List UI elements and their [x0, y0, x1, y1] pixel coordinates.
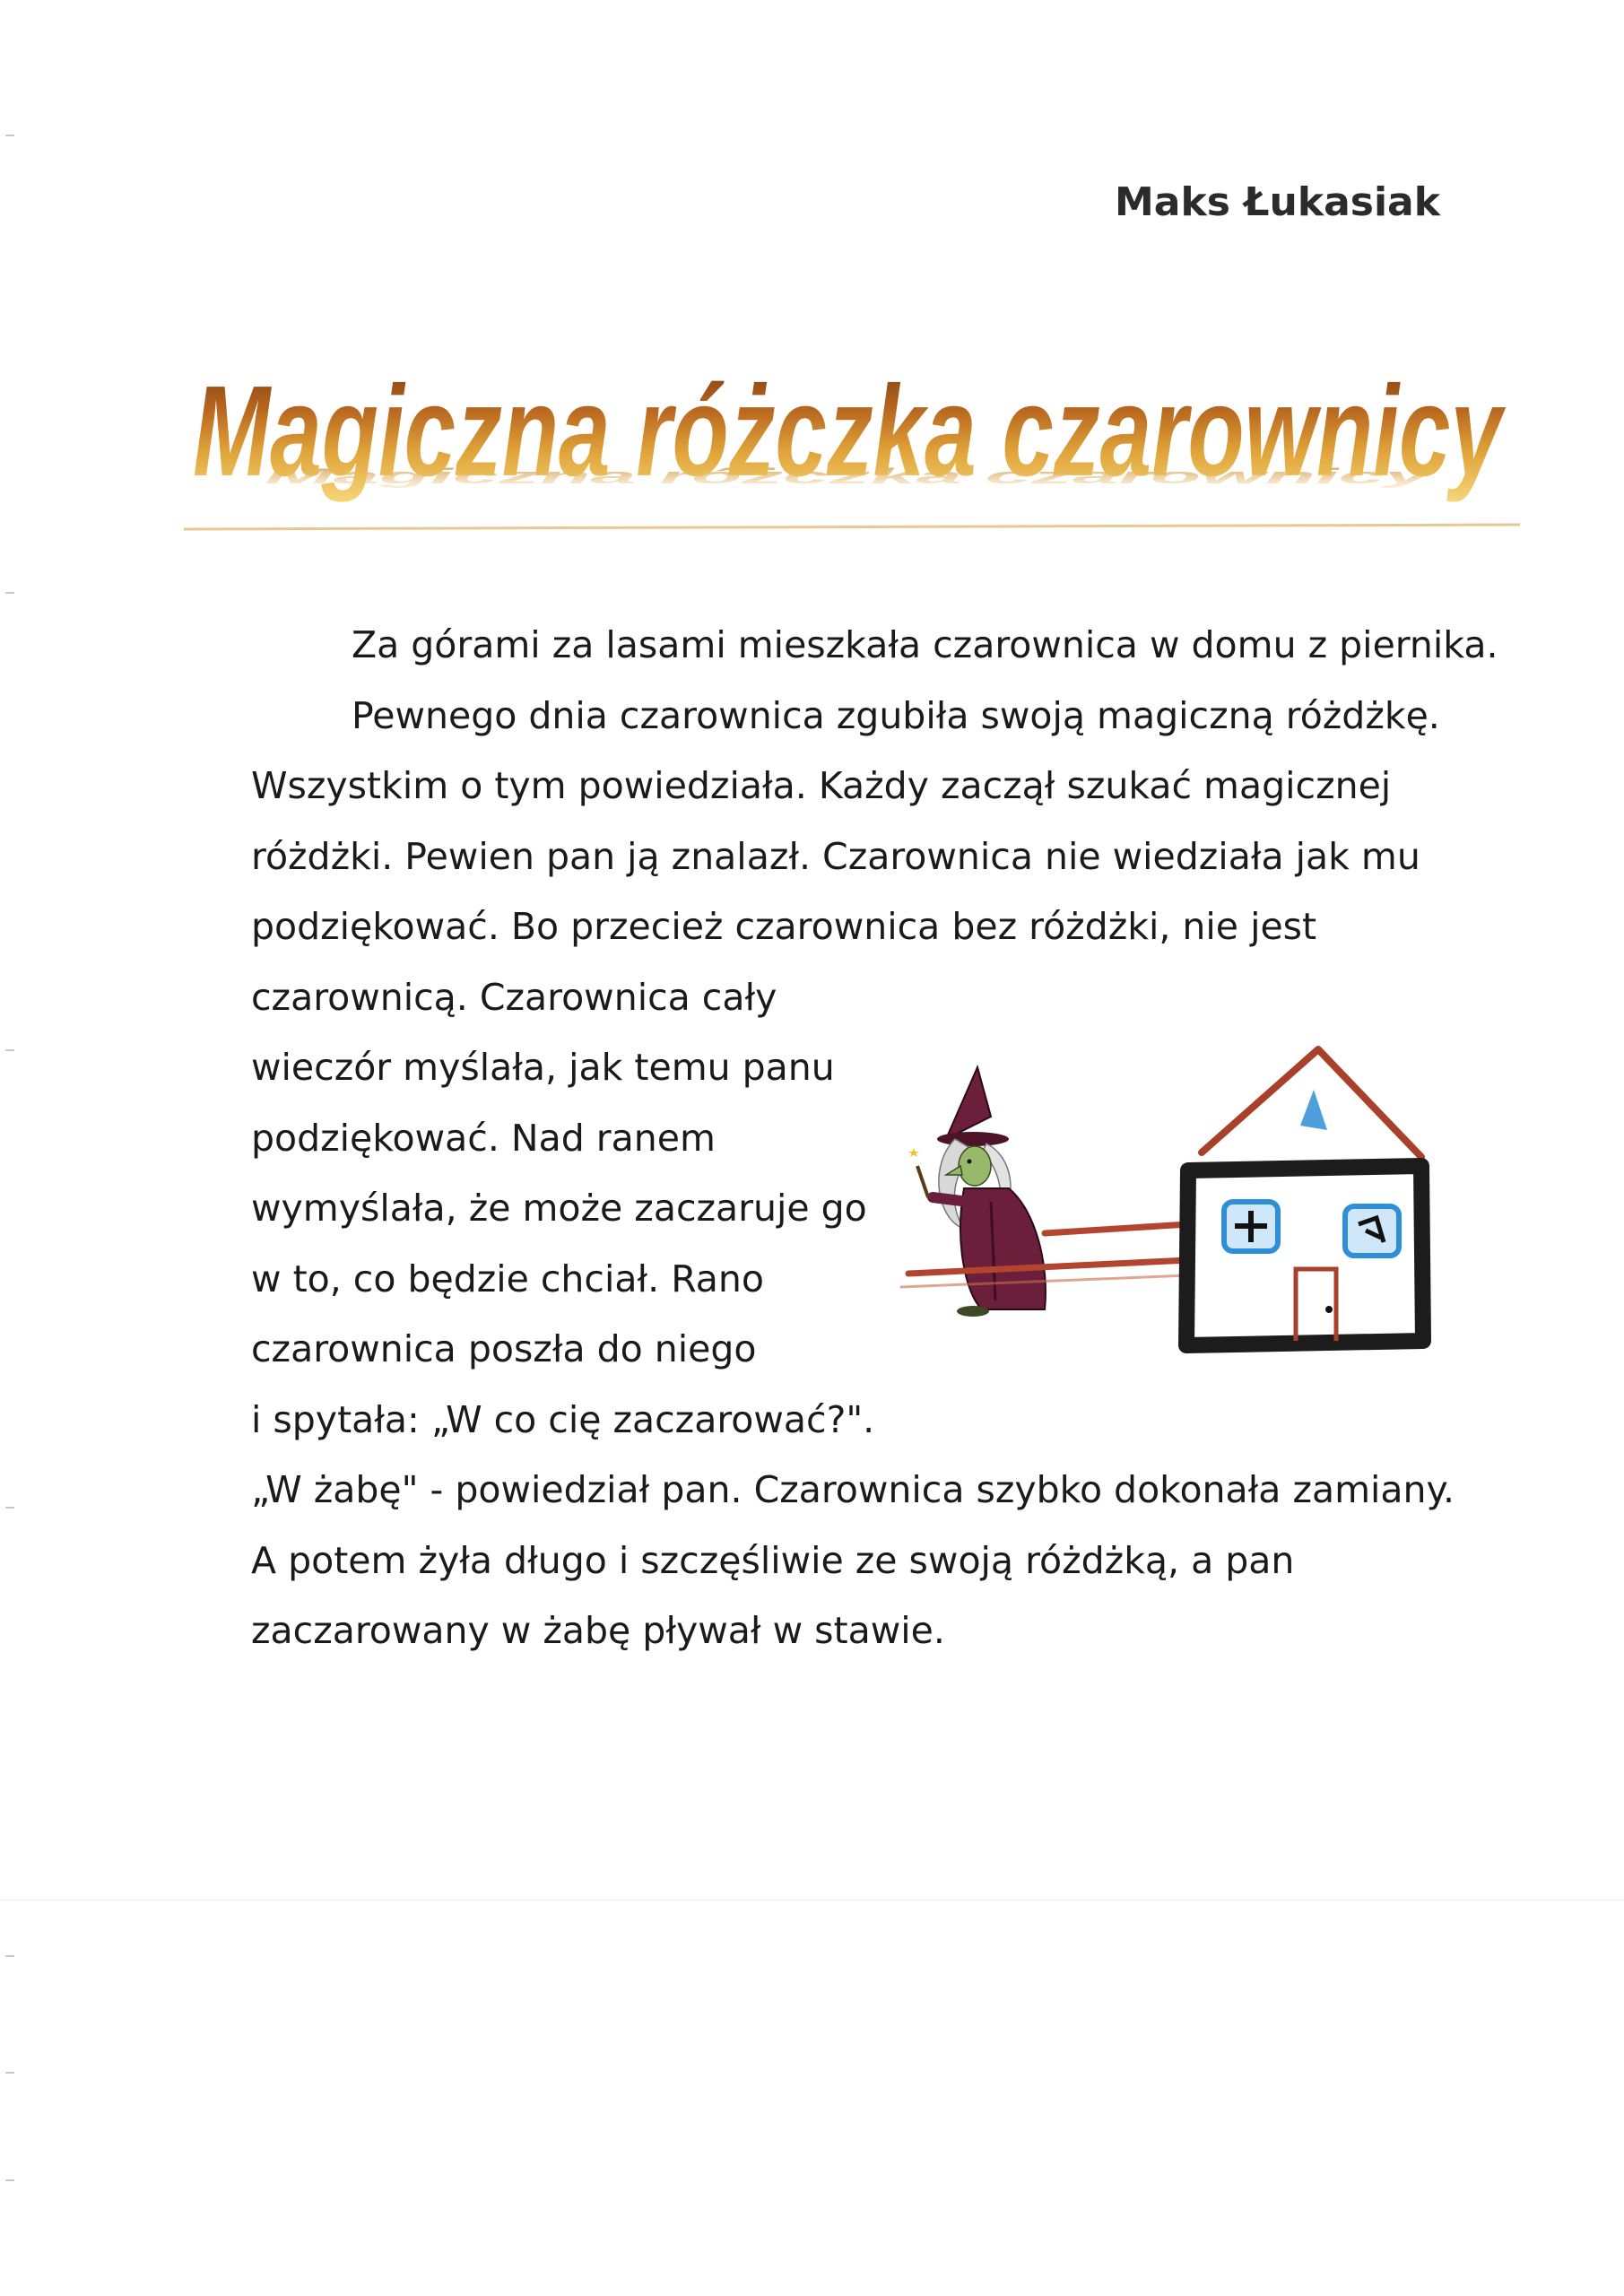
story-title: Magiczna różczka czarownicy: [193, 358, 1507, 503]
scan-mark: [5, 2179, 14, 2181]
scan-mark: [5, 592, 14, 594]
title-shadow: Magiczna różczka czarownicy: [264, 464, 1435, 489]
story-illustration: [892, 1040, 1439, 1372]
scan-mark: [5, 2072, 14, 2074]
story-line: czarownica poszła do niego: [251, 1327, 757, 1370]
author-name: Maks Łukasiak: [1115, 179, 1440, 225]
story-line: podziękować. Nad ranem: [251, 1116, 716, 1160]
story-line: i spytała: „W co cię zaczarować?".: [251, 1397, 875, 1441]
story-line: Pewnego dnia czarownica zgubiła swoją magiczną różdżkę.: [352, 693, 1440, 737]
witch-icon: [908, 1067, 1046, 1317]
title-floor: [184, 525, 1520, 529]
scan-mark: [5, 1507, 14, 1509]
story-title-wordart: [166, 332, 1529, 556]
house-drawing: [1186, 1049, 1423, 1345]
story-line: zaczarowany w żabę pływał w stawie.: [251, 1609, 945, 1652]
scan-mark: [5, 1955, 14, 1957]
scan-mark: [5, 135, 14, 136]
story-line: Za górami za lasami mieszkała czarownica w domu z piernika.: [352, 623, 1498, 666]
story-line: w to, co będzie chciał. Rano: [251, 1257, 764, 1300]
story-line: wieczór myślała, jak temu panu: [251, 1046, 835, 1089]
story-line: Wszystkim o tym powiedziała. Każdy zaczął szukać magicznej: [251, 764, 1392, 807]
story-line: „W żabę" - powiedział pan. Czarownica szybko dokonała zamiany.: [251, 1468, 1455, 1511]
story-line: różdżki. Pewien pan ją znalazł. Czarownica nie wiedziała jak mu: [251, 834, 1420, 878]
scan-mark: [5, 1049, 14, 1051]
story-line: czarownicą. Czarownica cały: [251, 975, 777, 1019]
story-line: podziękować. Bo przecież czarownica bez różdżki, nie jest: [251, 905, 1317, 948]
story-line: A potem żyła długo i szczęśliwie ze swoją różdżką, a pan: [251, 1538, 1295, 1582]
story-line: wymyślała, że może zaczaruje go: [251, 1187, 867, 1230]
